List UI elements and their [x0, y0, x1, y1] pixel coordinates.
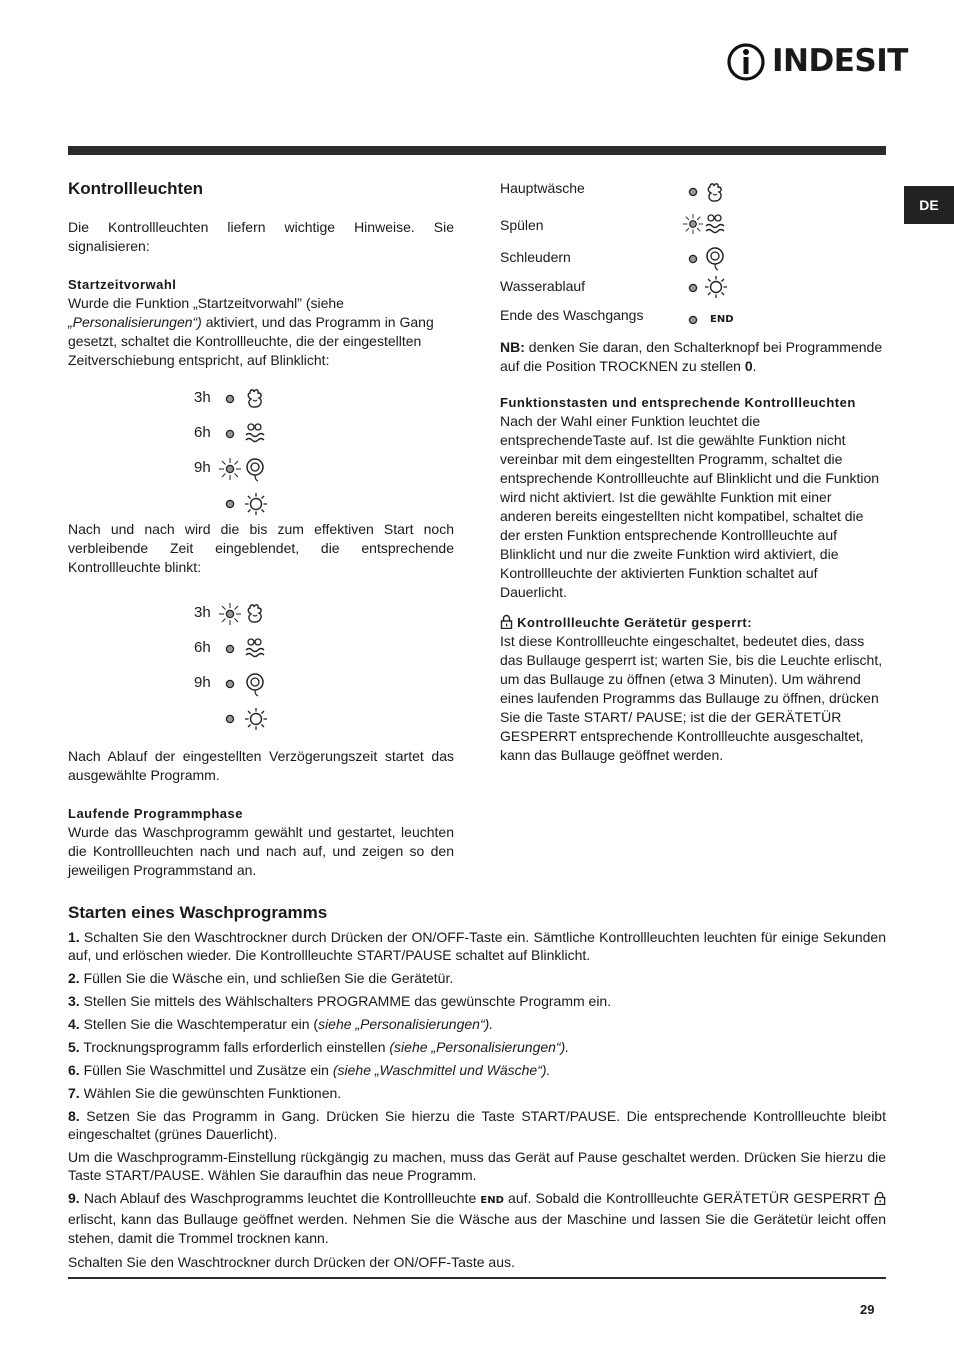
section-title-kontrollleuchten: Kontrollleuchten	[68, 179, 204, 198]
phase-row-hauptwaesche: Hauptwäsche	[500, 178, 886, 208]
drain-icon	[244, 707, 268, 731]
left-column	[68, 178, 454, 880]
delay-diagram-1	[194, 384, 454, 524]
step-4: 4. Stellen Sie die Waschtemperatur ein (siehe „Personalisierungen“).	[68, 1016, 494, 1032]
steps-list	[68, 928, 886, 1272]
indicator-led	[225, 644, 235, 654]
diagram-row-9h: 9h	[194, 669, 454, 704]
wash-icon	[704, 181, 726, 205]
indesit-logo	[726, 40, 908, 84]
diagram-row-3h: 3h	[194, 599, 454, 634]
end-icon: END	[710, 314, 734, 325]
drain-icon	[244, 492, 268, 516]
brand-name: INDESIT	[772, 43, 908, 79]
rinse-icon	[244, 637, 266, 661]
diagram-row-6h: 6h	[194, 419, 454, 454]
blinking-led	[682, 213, 704, 235]
step-6: 6. Füllen Sie Waschmittel und Zusätze ein (siehe „Waschmittel und Wäsche“).	[68, 1062, 551, 1078]
phase-row-wasserablauf: Wasserablauf	[500, 272, 886, 302]
diagram-row-drain	[194, 489, 454, 524]
step-9: 9. Nach Ablauf des Waschprogramms leuchtet die Kontrollleuchte END auf. Sobald die Kontrollleuchte GERÄTETÜR GESPERRT erlischt, kann das Bullauge geöffnet werden. Nehmen Sie die Wäsche aus der Maschine und lassen Sie die Gerätetür leicht offen stehen, damit die Trommel trocknen kann.	[68, 1190, 886, 1246]
off-text: Schalten Sie den Waschtrockner durch Drücken der ON/OFF-Taste aus.	[68, 1254, 515, 1270]
indicator-led	[688, 254, 698, 264]
diagram-row-drain	[194, 704, 454, 739]
top-rule	[68, 146, 886, 155]
laufende-heading: Laufende Programmphase	[68, 806, 243, 821]
rinse-icon	[244, 422, 266, 446]
phase-row-ende: Ende des Waschgangs END	[500, 307, 734, 325]
spin-icon	[704, 246, 726, 272]
startzeit-text: Wurde die Funktion „Startzeitvorwahl” (siehe „Personalisierungen“) aktiviert, und das Programm in Gang gesetzt, schaltet die Kontrollleuchte, die der eingestellten Zeitverschiebung entspricht, auf Blinklicht:	[68, 295, 434, 368]
phase-list	[500, 178, 886, 332]
lock-icon	[500, 614, 513, 629]
diagram-row-9h: 9h	[194, 454, 454, 489]
end-icon: END	[480, 1195, 504, 1206]
step-8: 8. Setzen Sie das Programm in Gang. Drücken Sie hierzu die Taste START/PAUSE. Die entsprechende Kontrollleuchte bleibt eingeschaltet (grünes Dauerlicht).	[68, 1108, 886, 1142]
startzeit-end-text: Nach Ablauf der eingestellten Verzögerungszeit startet das ausgewählte Programm.	[68, 748, 454, 783]
indesit-logo-icon	[726, 40, 770, 84]
lock-icon	[874, 1191, 886, 1205]
laufende-text: Wurde das Waschprogramm gewählt und gestartet, leuchten die Kontrollleuchten nach und nach auf, und zeigen so den jeweiligen Programmstand an.	[68, 824, 454, 878]
blinking-led	[218, 457, 242, 481]
intro-text: Die Kontrollleuchten liefern wichtige Hinweise. Sie signalisieren:	[68, 219, 454, 254]
bottom-rule	[68, 1277, 886, 1279]
diagram-row-6h: 6h	[194, 634, 454, 669]
nb-note: NB: denken Sie daran, den Schalterknopf bei Programmende auf die Position TROCKNEN zu stellen 0.	[500, 339, 883, 374]
startzeit-after-text: Nach und nach wird die bis zum effektiven Start noch verbleibende Zeit eingeblendet, die entsprechende Kontrollleuchte blinkt:	[68, 521, 454, 575]
delay-diagram-2	[194, 599, 454, 739]
spin-icon	[244, 457, 266, 483]
step-3: 3. Stellen Sie mittels des Wählschalters PROGRAMME das gewünschte Programm ein.	[68, 993, 612, 1009]
indicator-led	[688, 315, 698, 325]
step-7: 7. Wählen Sie die gewünschten Funktionen.	[68, 1085, 342, 1101]
phase-row-schleudern: Schleudern	[500, 242, 886, 272]
page-number: 29	[860, 1302, 875, 1317]
indicator-led	[225, 394, 235, 404]
rinse-icon	[704, 213, 726, 237]
tuer-heading: Kontrollleuchte Gerätetür gesperrt:	[500, 614, 886, 632]
undo-text: Um die Waschprogramm-Einstellung rückgängig zu machen, muss das Gerät auf Pause geschaltet werden. Drücken Sie hierzu die Taste START/PAUSE. Wählen Sie daraufhin das neue Programm.	[68, 1149, 886, 1183]
startzeit-heading: Startzeitvorwahl	[68, 277, 177, 292]
spin-icon	[244, 672, 266, 698]
section-title-starten: Starten eines Waschprogramms	[68, 903, 328, 922]
step-1: 1. Schalten Sie den Waschtrockner durch Drücken der ON/OFF-Taste ein. Sämtliche Kontrollleuchten leuchten für einige Sekunden auf, und erlöschen wieder. Die Kontrollleuchte START/PAUSE schaltet auf Blinklicht.	[68, 929, 886, 963]
start-program-section	[68, 902, 886, 1275]
indicator-led	[688, 283, 698, 293]
drain-icon	[704, 275, 728, 299]
wash-icon	[244, 387, 266, 411]
indicator-led	[225, 429, 235, 439]
blinking-led	[218, 602, 242, 626]
indicator-led	[225, 714, 235, 724]
tuer-text: Ist diese Kontrollleuchte eingeschaltet, bedeutet dies, dass das Bullauge gesperrt ist; warten Sie, bis die Leuchte erlischt, um das Bullauge zu öffnen (etwa 3 Minuten). Um während eines laufenden Programms das Bullauge zu öffnen, drücken Sie die Taste START/ PAUSE; ist die der GERÄTETÜR GESPERRT entsprechende Kontrollleuchte ausgeschaltet, kann das Bullauge geöffnet werden.	[500, 633, 883, 763]
language-tab: DE	[904, 186, 954, 224]
indicator-led	[225, 499, 235, 509]
wash-icon	[244, 602, 266, 626]
step-2: 2. Füllen Sie die Wäsche ein, und schließen Sie die Gerätetür.	[68, 970, 454, 986]
right-column	[500, 178, 886, 765]
indicator-led	[225, 679, 235, 689]
diagram-row-3h: 3h	[194, 384, 454, 419]
step-5: 5. Trocknungsprogramm falls erforderlich einstellen (siehe „Personalisierungen“).	[68, 1039, 570, 1055]
indicator-led	[688, 187, 698, 197]
funktion-heading: Funktionstasten und entsprechende Kontrollleuchten	[500, 395, 856, 410]
funktion-text: Nach der Wahl einer Funktion leuchtet die entsprechendeTaste auf. Ist die gewählte Funktion nicht vereinbar mit dem eingestellten Programm, schaltet die entsprechende Kontrollleuchte auf Blinklicht und die Funktion wird nicht aktiviert. Ist die gewählte Funktion mit einer anderen bereits eingestellten nicht kompatibel, schaltet die der ersten Funktion entsprechende Kontrollleuchte auf Blinklicht und nur die zweite Funktion wird aktiviert, die Kontrollleuchte der aktivierten Funktion schaltet auf Dauerlicht.	[500, 413, 880, 600]
phase-row-spuelen: Spülen	[500, 208, 886, 242]
